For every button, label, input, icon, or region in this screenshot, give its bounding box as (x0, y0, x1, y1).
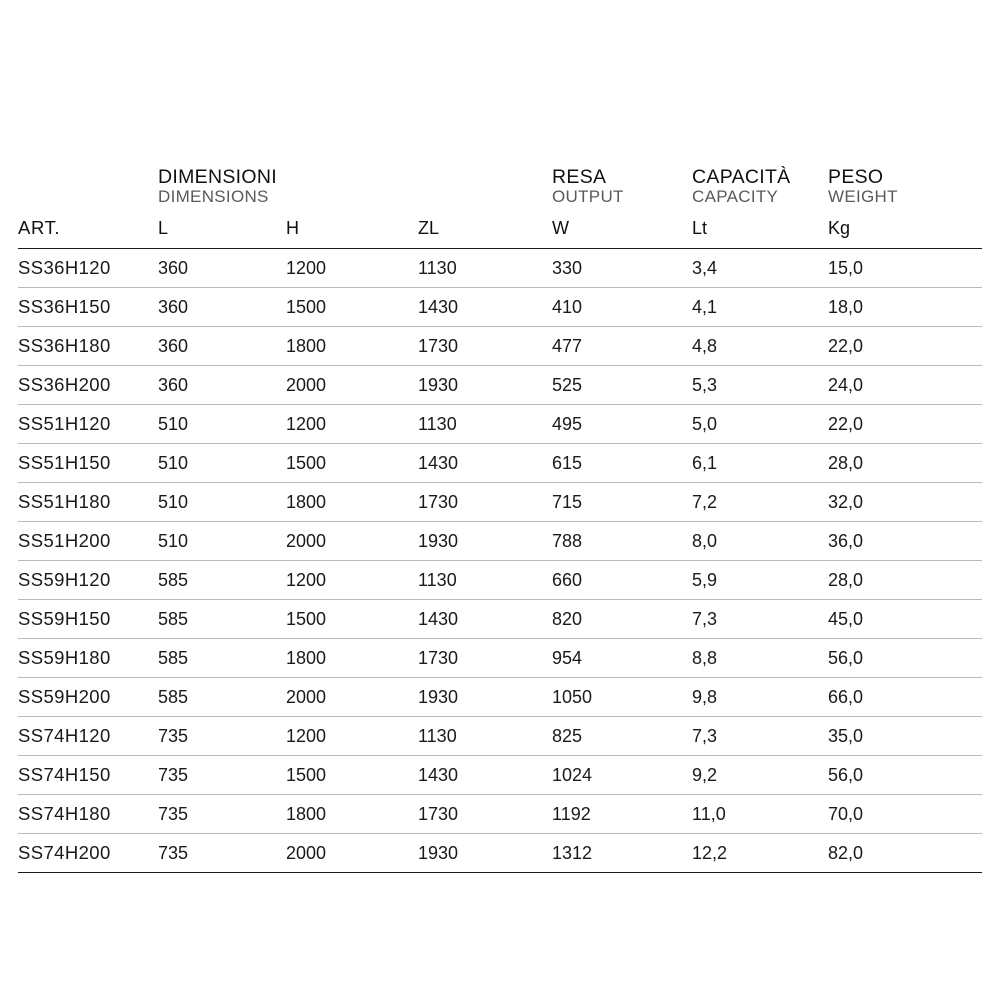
cell-h: 1800 (286, 483, 418, 522)
cell-kg: 56,0 (828, 639, 982, 678)
cell-w: 1192 (552, 795, 692, 834)
cell-kg: 32,0 (828, 483, 982, 522)
table-row (18, 366, 982, 405)
cell-zl: 1430 (418, 288, 552, 327)
group-header-dimensioni-en: DIMENSIONS (158, 186, 269, 206)
table-row (18, 522, 982, 561)
group-header-resa-en: OUTPUT (552, 186, 624, 206)
cell-art: SS74H120 (18, 717, 158, 756)
cell-zl: 1430 (418, 600, 552, 639)
cell-zl: 1930 (418, 678, 552, 717)
cell-art: SS74H200 (18, 834, 158, 873)
specification-table (18, 168, 982, 873)
cell-w: 825 (552, 717, 692, 756)
cell-l: 735 (158, 834, 286, 873)
cell-kg: 66,0 (828, 678, 982, 717)
cell-w: 1050 (552, 678, 692, 717)
cell-h: 1200 (286, 249, 418, 288)
cell-kg: 15,0 (828, 249, 982, 288)
group-header-resa (552, 168, 692, 207)
group-header-art (18, 168, 158, 207)
cell-zl: 1130 (418, 717, 552, 756)
table-row (18, 327, 982, 366)
cell-zl: 1730 (418, 795, 552, 834)
cell-lt: 7,3 (692, 717, 828, 756)
cell-zl: 1930 (418, 834, 552, 873)
cell-l: 585 (158, 561, 286, 600)
cell-kg: 28,0 (828, 561, 982, 600)
table-row (18, 756, 982, 795)
cell-l: 360 (158, 366, 286, 405)
cell-l: 585 (158, 639, 286, 678)
column-header-kg: Kg (828, 207, 982, 249)
group-header-resa-it: RESA (552, 166, 607, 188)
cell-lt: 8,8 (692, 639, 828, 678)
cell-kg: 24,0 (828, 366, 982, 405)
cell-w: 615 (552, 444, 692, 483)
cell-lt: 7,3 (692, 600, 828, 639)
cell-w: 660 (552, 561, 692, 600)
cell-art: SS36H150 (18, 288, 158, 327)
table-row (18, 639, 982, 678)
cell-zl: 1730 (418, 327, 552, 366)
cell-h: 2000 (286, 678, 418, 717)
cell-lt: 9,8 (692, 678, 828, 717)
cell-art: SS51H180 (18, 483, 158, 522)
cell-l: 360 (158, 327, 286, 366)
cell-h: 1500 (286, 756, 418, 795)
cell-lt: 4,8 (692, 327, 828, 366)
column-header-w: W (552, 207, 692, 249)
cell-w: 330 (552, 249, 692, 288)
cell-w: 525 (552, 366, 692, 405)
cell-h: 1800 (286, 327, 418, 366)
cell-art: SS59H120 (18, 561, 158, 600)
cell-kg: 18,0 (828, 288, 982, 327)
cell-lt: 9,2 (692, 756, 828, 795)
cell-art: SS59H200 (18, 678, 158, 717)
table-row (18, 678, 982, 717)
cell-l: 510 (158, 522, 286, 561)
column-header-h: H (286, 207, 418, 249)
cell-kg: 28,0 (828, 444, 982, 483)
cell-zl: 1130 (418, 561, 552, 600)
cell-art: SS74H180 (18, 795, 158, 834)
cell-w: 715 (552, 483, 692, 522)
group-header-capacita (692, 168, 828, 207)
cell-kg: 70,0 (828, 795, 982, 834)
cell-art: SS74H150 (18, 756, 158, 795)
cell-h: 1200 (286, 405, 418, 444)
cell-kg: 82,0 (828, 834, 982, 873)
cell-w: 788 (552, 522, 692, 561)
cell-w: 1312 (552, 834, 692, 873)
cell-h: 1500 (286, 444, 418, 483)
table-row (18, 405, 982, 444)
cell-lt: 4,1 (692, 288, 828, 327)
cell-lt: 12,2 (692, 834, 828, 873)
cell-w: 410 (552, 288, 692, 327)
group-header-capacita-en: CAPACITY (692, 186, 779, 206)
cell-h: 1800 (286, 639, 418, 678)
table-row (18, 717, 982, 756)
cell-l: 585 (158, 678, 286, 717)
cell-art: SS59H150 (18, 600, 158, 639)
column-header-row (18, 207, 982, 249)
cell-lt: 6,1 (692, 444, 828, 483)
cell-l: 360 (158, 249, 286, 288)
table-row (18, 249, 982, 288)
cell-w: 820 (552, 600, 692, 639)
cell-w: 495 (552, 405, 692, 444)
cell-h: 1200 (286, 561, 418, 600)
cell-kg: 22,0 (828, 405, 982, 444)
cell-h: 1500 (286, 288, 418, 327)
cell-h: 2000 (286, 834, 418, 873)
group-header-capacita-it: CAPACITÀ (692, 166, 791, 188)
group-header-peso-en: WEIGHT (828, 186, 898, 206)
cell-w: 1024 (552, 756, 692, 795)
cell-l: 510 (158, 405, 286, 444)
cell-art: SS36H200 (18, 366, 158, 405)
cell-h: 1200 (286, 717, 418, 756)
cell-lt: 8,0 (692, 522, 828, 561)
cell-zl: 1930 (418, 522, 552, 561)
cell-zl: 1930 (418, 366, 552, 405)
cell-w: 954 (552, 639, 692, 678)
cell-art: SS36H180 (18, 327, 158, 366)
cell-zl: 1430 (418, 444, 552, 483)
column-header-lt: Lt (692, 207, 828, 249)
column-header-l: L (158, 207, 286, 249)
column-header-art: ART. (18, 207, 158, 249)
cell-lt: 5,0 (692, 405, 828, 444)
group-header-dimensioni-it: DIMENSIONI (158, 166, 277, 188)
cell-l: 510 (158, 444, 286, 483)
group-header-peso-it: PESO (828, 166, 884, 188)
cell-art: SS36H120 (18, 249, 158, 288)
cell-h: 1800 (286, 795, 418, 834)
table-body (18, 249, 982, 873)
table-row (18, 561, 982, 600)
cell-zl: 1430 (418, 756, 552, 795)
cell-kg: 35,0 (828, 717, 982, 756)
cell-kg: 45,0 (828, 600, 982, 639)
cell-h: 2000 (286, 366, 418, 405)
cell-lt: 5,9 (692, 561, 828, 600)
cell-zl: 1730 (418, 483, 552, 522)
cell-l: 735 (158, 756, 286, 795)
cell-art: SS51H120 (18, 405, 158, 444)
table-row (18, 288, 982, 327)
table-row (18, 600, 982, 639)
cell-lt: 3,4 (692, 249, 828, 288)
cell-art: SS51H150 (18, 444, 158, 483)
cell-zl: 1130 (418, 405, 552, 444)
cell-l: 360 (158, 288, 286, 327)
cell-art: SS59H180 (18, 639, 158, 678)
table-row (18, 834, 982, 873)
cell-zl: 1130 (418, 249, 552, 288)
cell-h: 1500 (286, 600, 418, 639)
cell-w: 477 (552, 327, 692, 366)
table-row (18, 483, 982, 522)
group-header-dimensioni (158, 168, 552, 207)
cell-l: 510 (158, 483, 286, 522)
cell-l: 585 (158, 600, 286, 639)
group-header-peso (828, 168, 982, 207)
cell-l: 735 (158, 717, 286, 756)
group-header-row (18, 168, 982, 207)
cell-h: 2000 (286, 522, 418, 561)
cell-kg: 22,0 (828, 327, 982, 366)
cell-kg: 56,0 (828, 756, 982, 795)
cell-zl: 1730 (418, 639, 552, 678)
cell-kg: 36,0 (828, 522, 982, 561)
cell-lt: 5,3 (692, 366, 828, 405)
cell-art: SS51H200 (18, 522, 158, 561)
cell-lt: 7,2 (692, 483, 828, 522)
column-header-zl: ZL (418, 207, 552, 249)
table-row (18, 444, 982, 483)
cell-l: 735 (158, 795, 286, 834)
table-row (18, 795, 982, 834)
cell-lt: 11,0 (692, 795, 828, 834)
